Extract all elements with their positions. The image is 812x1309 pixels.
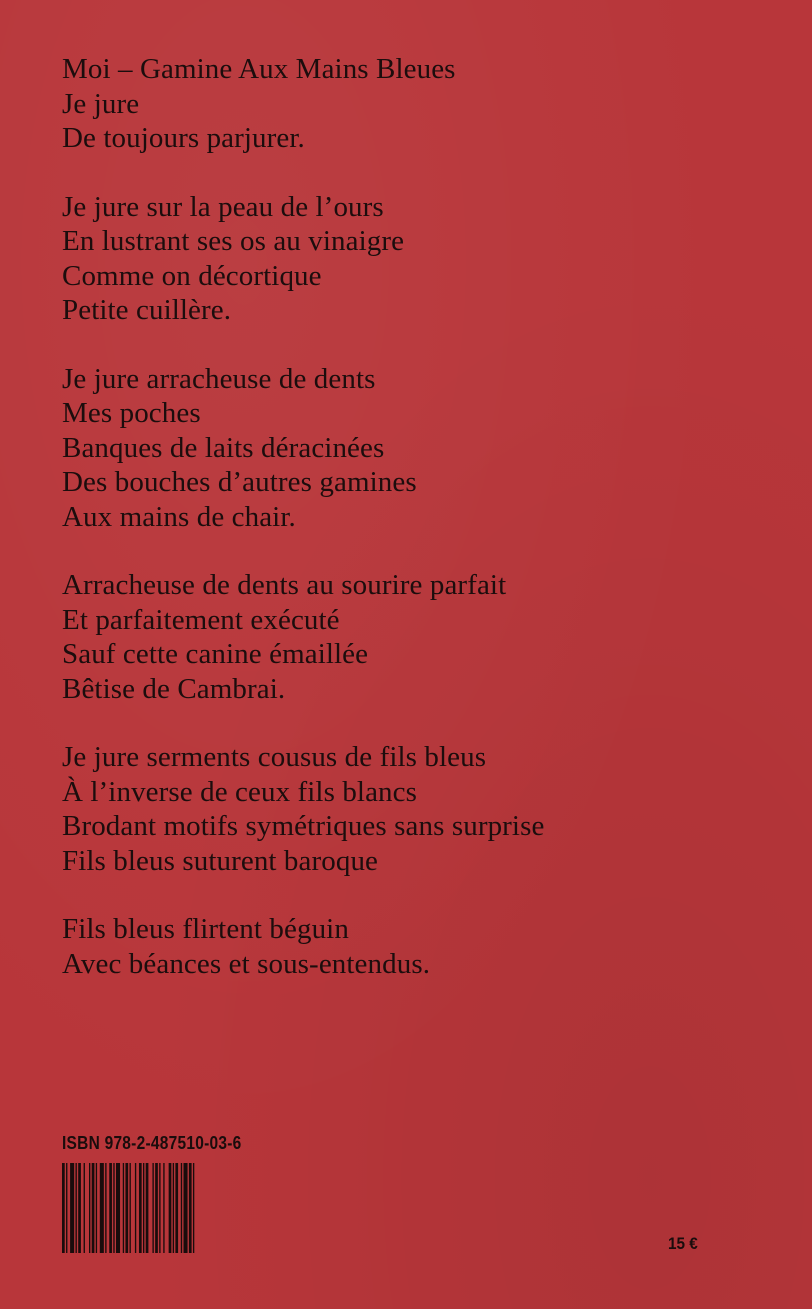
barcode-bar bbox=[184, 1163, 188, 1253]
barcode-bar bbox=[116, 1163, 120, 1253]
stanza-3 bbox=[62, 362, 762, 535]
barcode-bar bbox=[159, 1163, 160, 1253]
poem-line: Fils bleus suturent baroque bbox=[62, 844, 379, 877]
stanza-4 bbox=[62, 568, 762, 706]
barcode-bar bbox=[139, 1163, 142, 1253]
barcode-bar bbox=[123, 1163, 124, 1253]
barcode-bar bbox=[109, 1163, 112, 1253]
poem-line: Des bouches d’autres gamines bbox=[62, 466, 417, 498]
poem-line: Comme on décortique bbox=[62, 259, 322, 292]
barcode-bar bbox=[113, 1163, 114, 1253]
barcode-bar bbox=[125, 1163, 128, 1253]
poem-line: De toujours parjurer. bbox=[62, 122, 305, 154]
barcode-bar bbox=[130, 1163, 131, 1253]
stanza-1 bbox=[62, 52, 762, 156]
barcode-bar bbox=[152, 1163, 153, 1253]
barcode-bar bbox=[135, 1163, 136, 1253]
barcode-bar bbox=[66, 1163, 67, 1253]
poem-line: Je jure serments cousus de fils bleus bbox=[62, 741, 487, 773]
poem-line: Fils bleus flirtent béguin bbox=[62, 913, 349, 945]
barcode-bar bbox=[175, 1163, 178, 1253]
barcode-bar bbox=[92, 1163, 95, 1253]
poem-line: Mes poches bbox=[62, 397, 201, 429]
barcode-bar bbox=[89, 1163, 90, 1253]
poem-line: Banques de laits déracinées bbox=[62, 431, 385, 464]
barcode-bar bbox=[105, 1163, 106, 1253]
barcode-bar bbox=[173, 1163, 174, 1253]
poem-line: Et parfaitement exécuté bbox=[62, 603, 340, 636]
poem-line: Je jure arracheuse de dents bbox=[62, 362, 376, 395]
barcode-bar bbox=[100, 1163, 104, 1253]
poem-line: Avec béances et sous-entendus. bbox=[62, 947, 431, 980]
poem-line: Bêtise de Cambrai. bbox=[62, 672, 286, 705]
barcode-bar bbox=[189, 1163, 192, 1253]
poem-line: En lustrant ses os au vinaigre bbox=[62, 225, 405, 257]
poem-line: Arracheuse de dents au sourire parfait bbox=[62, 569, 507, 601]
poem-line: Aux mains de chair. bbox=[62, 500, 296, 533]
barcode-bar bbox=[76, 1163, 77, 1253]
poem-line: Je jure bbox=[62, 87, 140, 120]
barcode-bar bbox=[143, 1163, 144, 1253]
poem-line: À l’inverse de ceux fils blancs bbox=[62, 775, 418, 808]
barcode-bar bbox=[181, 1163, 182, 1253]
poem-line: Petite cuillère. bbox=[62, 294, 232, 326]
barcode-bar bbox=[78, 1163, 81, 1253]
barcode-bar bbox=[96, 1163, 97, 1253]
barcode-bar bbox=[155, 1163, 158, 1253]
barcode-bar bbox=[62, 1163, 65, 1253]
price-label: 15 € bbox=[668, 1234, 698, 1253]
stanza-2 bbox=[62, 190, 762, 328]
barcode-bar bbox=[193, 1163, 194, 1253]
barcode-bar bbox=[169, 1163, 172, 1253]
stanza-5 bbox=[62, 740, 762, 878]
poem-line: Je jure sur la peau de l’ours bbox=[62, 190, 384, 223]
stanza-6 bbox=[62, 912, 762, 981]
isbn-label: ISBN 978-2-487510-03-6 bbox=[62, 1133, 242, 1153]
barcode-bar bbox=[84, 1163, 85, 1253]
barcode-icon bbox=[62, 1163, 284, 1253]
poem bbox=[62, 52, 762, 1015]
poem-line: Sauf cette canine émaillée bbox=[62, 638, 369, 670]
poem-line: Moi – Gamine Aux Mains Bleues bbox=[62, 53, 456, 85]
barcode-bar bbox=[146, 1163, 149, 1253]
poem-line: Brodant motifs symétriques sans surprise bbox=[62, 810, 545, 842]
barcode-bar bbox=[70, 1163, 74, 1253]
barcode-bar bbox=[163, 1163, 164, 1253]
